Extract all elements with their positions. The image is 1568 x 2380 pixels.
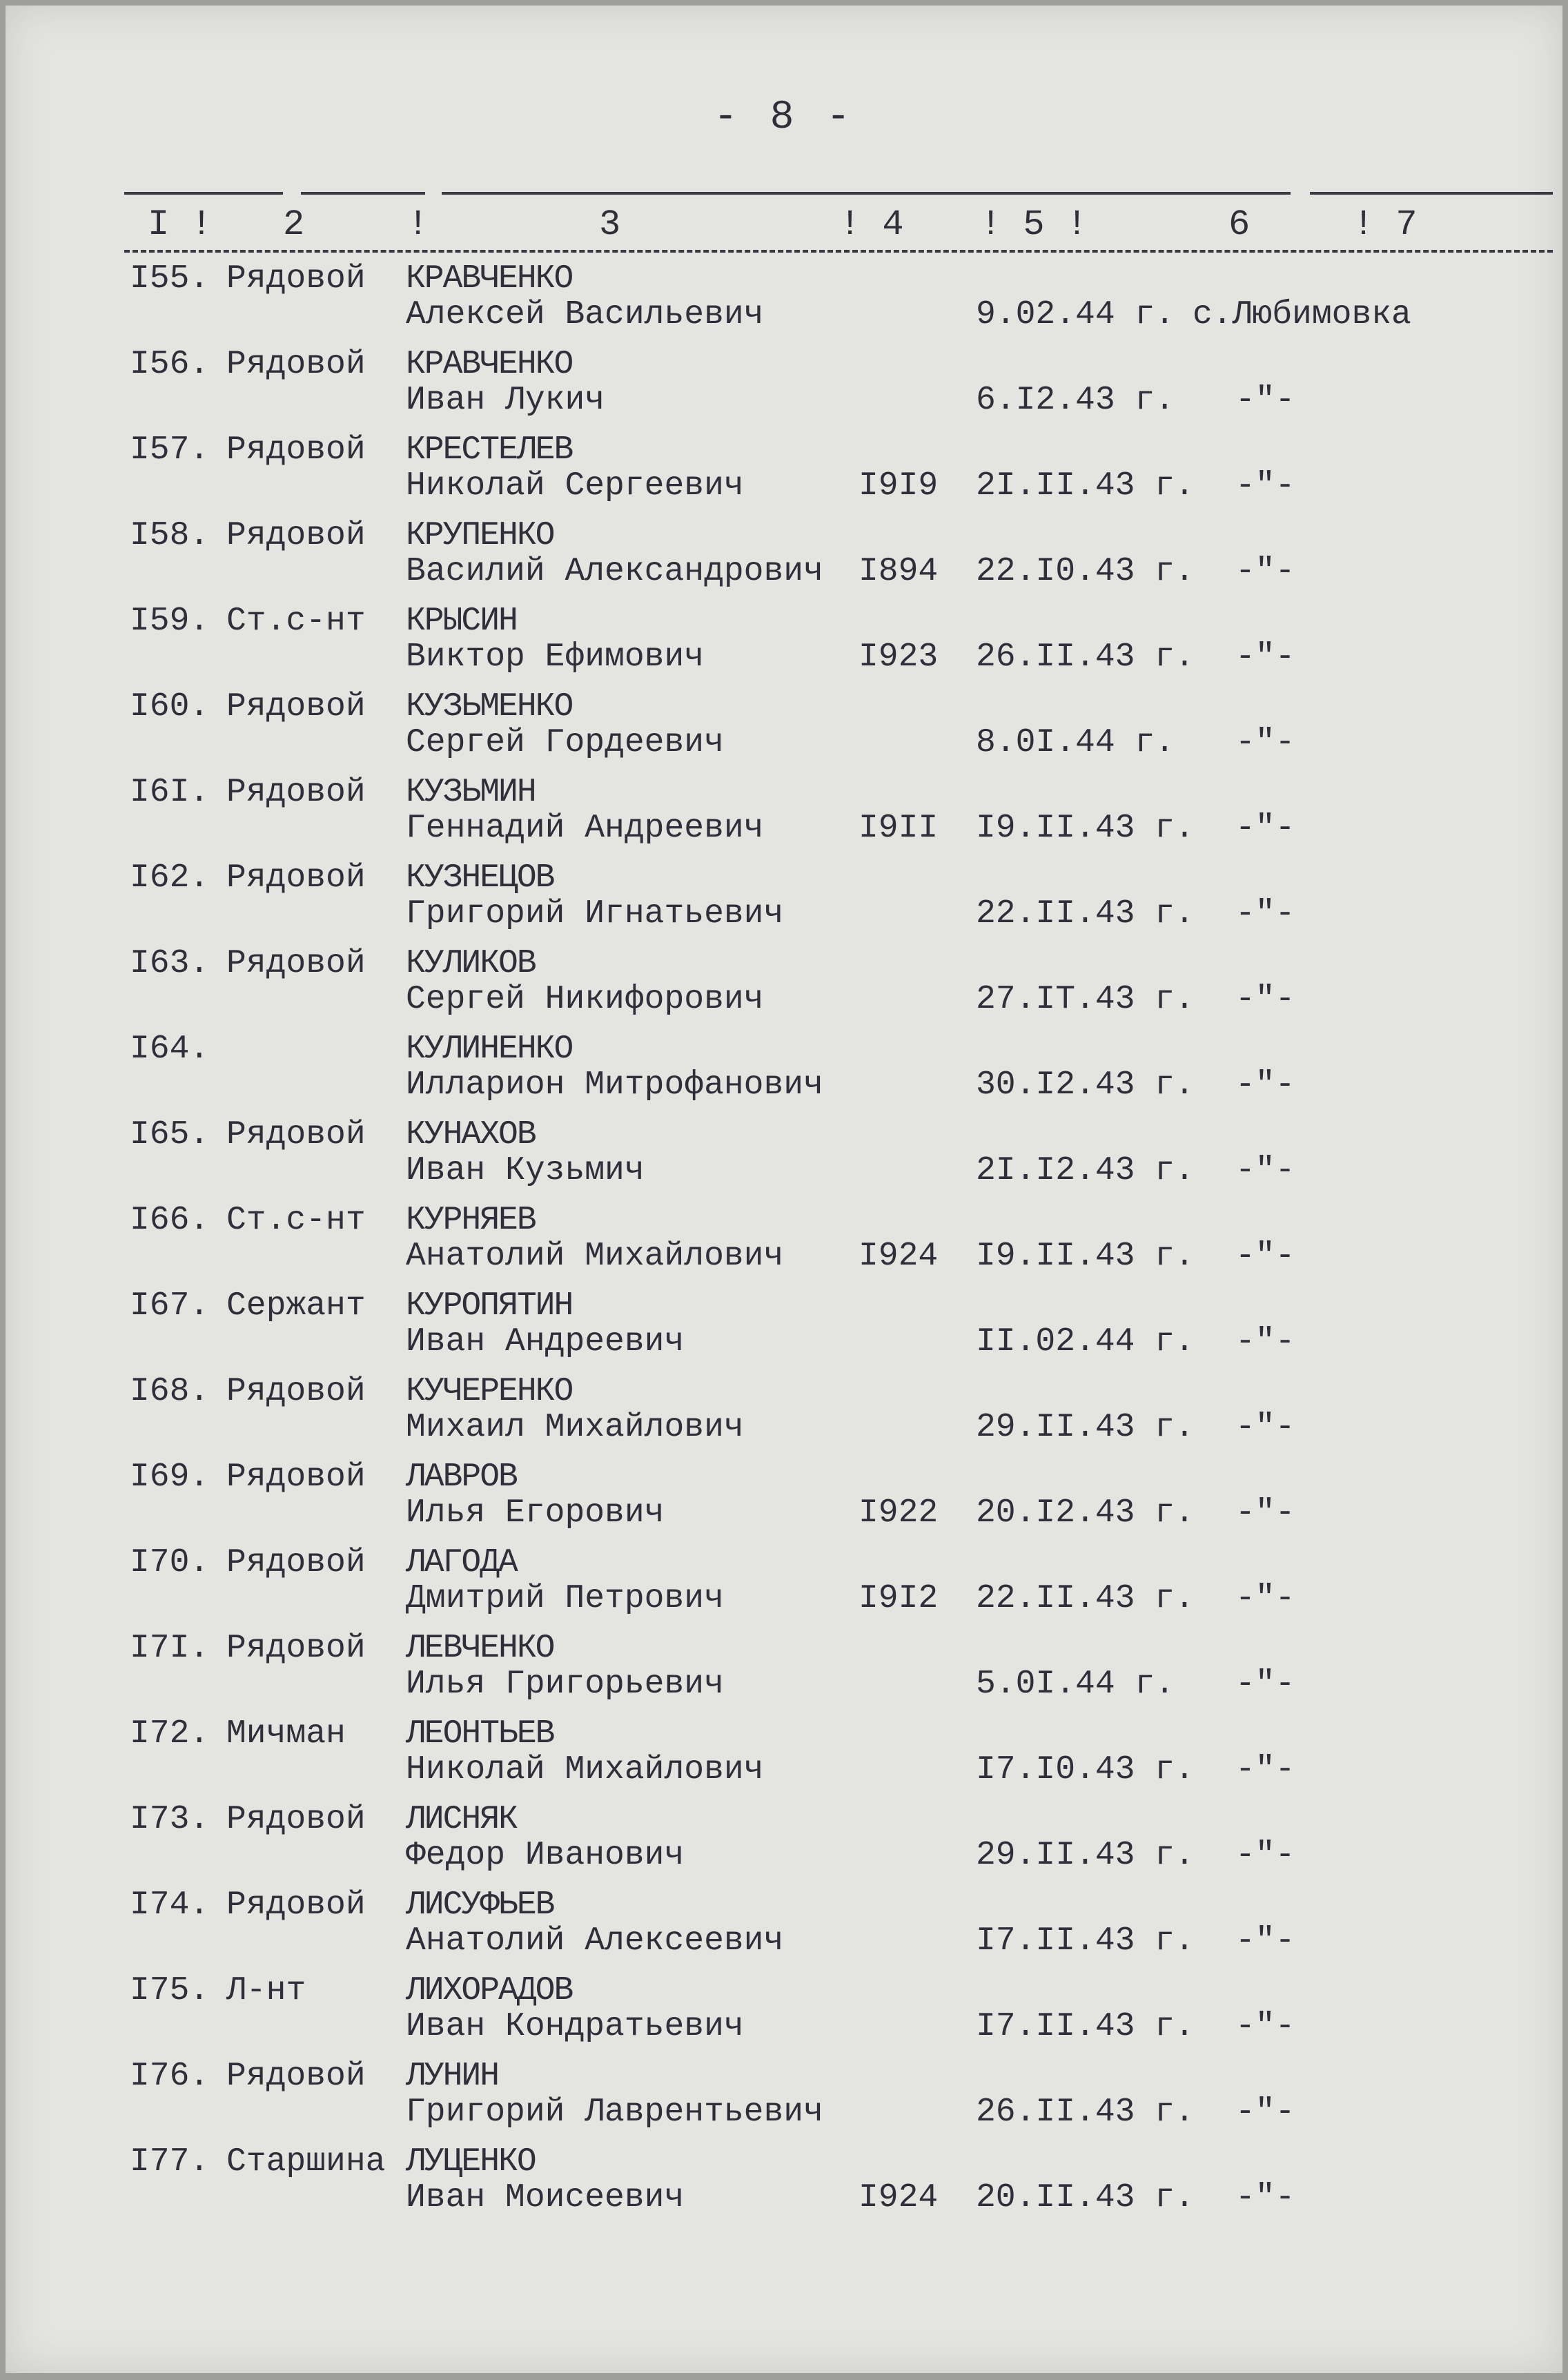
record-date: 5.0I.44 г. [976,1666,1175,1703]
col-header-5: ! 5 ! [980,204,1088,245]
record-date: 26.II.43 г. [976,638,1195,676]
record-place: -"- [1235,2094,1295,2131]
record-date: II.02.44 г. [976,1323,1195,1360]
col-header-6: 6 [1228,204,1251,245]
record-date: 20.I2.43 г. [976,1494,1195,1532]
record-given-name: Николай Сергеевич [406,467,744,505]
col-header-2: 2 [283,204,305,245]
record-date: I7.I0.43 г. [976,1751,1195,1788]
record-surname: КРУПЕНКО [406,517,554,554]
header-top-rule [301,192,425,195]
record-number: I73. [130,1801,210,1838]
record-place: -"- [1235,895,1295,933]
record-rank: Рядовой [226,1373,366,1410]
col-header-sep: ! [407,204,429,245]
record-place: -"- [1235,1238,1295,1275]
record-given-name: Григорий Игнатьевич [406,895,784,933]
record-rank: Рядовой [226,346,366,383]
record-number: I69. [130,1459,210,1496]
record-number: I75. [130,1972,210,2009]
table-row [0,1459,1568,1545]
record-number: I67. [130,1287,210,1325]
record-rank: Рядовой [226,688,366,725]
record-rank: Л-нт [226,1972,306,2009]
table-row [0,2144,1568,2230]
record-date: 9.02.44 г. [976,296,1175,333]
record-date: 6.I2.43 г. [976,382,1175,419]
record-given-name: Сергей Гордеевич [406,724,724,761]
record-date: 30.I2.43 г. [976,1066,1195,1104]
record-rank: Ст.с-нт [226,1202,366,1239]
record-rank: Рядовой [226,1544,366,1581]
record-surname: КУЗНЕЦОВ [406,859,554,897]
record-given-name: Григорий Лаврентьевич [406,2094,823,2131]
record-birth-year: I894 [859,553,939,590]
record-surname: ЛАГОДА [406,1544,517,1581]
record-rank: Рядовой [226,1630,366,1667]
record-surname: КРЕСТЕЛЕВ [406,431,573,469]
record-date: 2I.I2.43 г. [976,1152,1195,1189]
record-rank: Рядовой [226,1459,366,1496]
record-place: -"- [1235,1751,1295,1788]
record-date: I7.II.43 г. [976,2008,1195,2045]
table-row [0,1802,1568,1887]
record-rank: Рядовой [226,945,366,982]
record-place: -"- [1235,1666,1295,1703]
record-date: 8.0I.44 г. [976,724,1175,761]
record-place: с.Любимовка [1193,296,1411,333]
record-given-name: Иван Андреевич [406,1323,685,1360]
record-birth-year: I923 [859,638,939,676]
table-row [0,1545,1568,1630]
table-row [0,689,1568,774]
table-row [0,603,1568,689]
page-number: - 8 - [713,95,855,140]
record-surname: ЛУЦЕНКО [406,2143,536,2181]
record-date: I9.II.43 г. [976,810,1195,847]
table-row [0,518,1568,603]
record-given-name: Илья Григорьевич [406,1666,724,1703]
record-rank: Рядовой [226,859,366,897]
record-number: I63. [130,945,210,982]
record-given-name: Дмитрий Петрович [406,1580,724,1617]
record-number: I56. [130,346,210,383]
table-row [0,261,1568,347]
record-surname: КРАВЧЕНКО [406,260,573,298]
record-given-name: Алексей Васильевич [406,296,764,333]
record-rank: Мичман [226,1715,346,1753]
record-number: I68. [130,1373,210,1410]
record-place: -"- [1235,724,1295,761]
record-date: 27.IT.43 г. [976,981,1195,1018]
record-surname: ЛАВРОВ [406,1459,517,1496]
record-rank: Старшина [226,2143,386,2181]
record-surname: ЛЕОНТЬЕВ [406,1715,554,1753]
table-row [0,1117,1568,1202]
record-date: 29.II.43 г. [976,1837,1195,1874]
record-number: I59. [130,603,210,640]
record-rank: Рядовой [226,1886,366,1924]
header-top-rule [1310,192,1553,195]
record-surname: КРЫСИН [406,603,517,640]
record-surname: КУЛИНЕНКО [406,1031,573,1068]
record-surname: КУЗЬМЕНКО [406,688,573,725]
record-number: I65. [130,1116,210,1153]
table-row [0,1031,1568,1117]
record-number: I55. [130,260,210,298]
record-number: I72. [130,1715,210,1753]
record-rank: Рядовой [226,1801,366,1838]
record-surname: КУНАХОВ [406,1116,536,1153]
record-place: -"- [1235,1152,1295,1189]
record-given-name: Иван Моисеевич [406,2179,685,2216]
header-top-rule [442,192,1291,195]
table-row [0,860,1568,946]
record-date: 20.II.43 г. [976,2179,1195,2216]
record-place: -"- [1235,2008,1295,2045]
record-number: I6I. [130,774,210,811]
table-row [0,1630,1568,1716]
record-place: -"- [1235,1922,1295,1960]
record-given-name: Илларион Митрофанович [406,1066,823,1104]
record-given-name: Иван Лукич [406,382,605,419]
table-row [0,1288,1568,1374]
record-number: I60. [130,688,210,725]
table-row [0,2058,1568,2144]
record-place: -"- [1235,1323,1295,1360]
record-given-name: Виктор Ефимович [406,638,705,676]
record-number: I74. [130,1886,210,1924]
record-rank: Рядовой [226,260,366,298]
record-given-name: Василий Александрович [406,553,823,590]
record-surname: КУРОПЯТИН [406,1287,573,1325]
record-given-name: Николай Михайлович [406,1751,764,1788]
header-top-rule [124,192,283,195]
col-header-3: 3 [599,204,621,245]
record-place: -"- [1235,1837,1295,1874]
table-row [0,1374,1568,1459]
record-birth-year: I924 [859,2179,939,2216]
record-place: -"- [1235,1494,1295,1532]
record-date: 29.II.43 г. [976,1409,1195,1446]
record-given-name: Анатолий Михайлович [406,1238,784,1275]
record-given-name: Михаил Михайлович [406,1409,744,1446]
record-given-name: Илья Егорович [406,1494,665,1532]
record-birth-year: I9II [859,810,939,847]
record-number: I7I. [130,1630,210,1667]
record-date: 22.II.43 г. [976,895,1195,933]
record-surname: КУЗЬМИН [406,774,536,811]
record-date: 26.II.43 г. [976,2094,1195,2131]
record-date: 2I.II.43 г. [976,467,1195,505]
record-given-name: Федор Иванович [406,1837,685,1874]
record-number: I62. [130,859,210,897]
record-place: -"- [1235,467,1295,505]
col-header-1: I ! [148,204,213,245]
record-date: I7.II.43 г. [976,1922,1195,1960]
record-number: I64. [130,1031,210,1068]
record-place: -"- [1235,1580,1295,1617]
record-given-name: Геннадий Андреевич [406,810,764,847]
table-row [0,1716,1568,1802]
record-date: 22.II.43 г. [976,1580,1195,1617]
record-surname: ЛИСНЯК [406,1801,517,1838]
record-surname: ЛИХОРАДОВ [406,1972,573,2009]
record-birth-year: I924 [859,1238,939,1275]
record-surname: КУРНЯЕВ [406,1202,536,1239]
table-row [0,1973,1568,2058]
table-row [0,1202,1568,1288]
record-rank: Ст.с-нт [226,603,366,640]
record-given-name: Иван Кондратьевич [406,2008,744,2045]
record-given-name: Анатолий Алексеевич [406,1922,784,1960]
col-header-7: ! 7 [1353,204,1418,245]
table-row [0,774,1568,860]
record-rank: Рядовой [226,431,366,469]
record-place: -"- [1235,1409,1295,1446]
record-surname: ЛЕВЧЕНКО [406,1630,554,1667]
record-birth-year: I9I9 [859,467,939,505]
record-number: I66. [130,1202,210,1239]
record-given-name: Иван Кузьмич [406,1152,645,1189]
record-place: -"- [1235,2179,1295,2216]
record-date: 22.I0.43 г. [976,553,1195,590]
record-number: I70. [130,1544,210,1581]
record-place: -"- [1235,553,1295,590]
record-place: -"- [1235,1066,1295,1104]
record-given-name: Сергей Никифорович [406,981,764,1018]
record-birth-year: I9I2 [859,1580,939,1617]
record-surname: ЛИСУФЬЕВ [406,1886,554,1924]
table-row [0,946,1568,1031]
record-surname: КУЧЕРЕНКО [406,1373,573,1410]
record-date: I9.II.43 г. [976,1238,1195,1275]
table-row [0,432,1568,518]
record-place: -"- [1235,981,1295,1018]
record-surname: КУЛИКОВ [406,945,536,982]
record-rank: Рядовой [226,1116,366,1153]
record-number: I76. [130,2058,210,2095]
record-place: -"- [1235,638,1295,676]
table-row [0,1887,1568,1973]
record-number: I57. [130,431,210,469]
col-header-4: ! 4 [839,204,904,245]
record-number: I58. [130,517,210,554]
record-rank: Сержант [226,1287,366,1325]
record-birth-year: I922 [859,1494,939,1532]
record-place: -"- [1235,810,1295,847]
header-bottom-rule [124,250,1553,253]
record-rank: Рядовой [226,774,366,811]
record-number: I77. [130,2143,210,2181]
record-rank: Рядовой [226,517,366,554]
table-row [0,347,1568,432]
record-rank: Рядовой [226,2058,366,2095]
record-surname: ЛУНИН [406,2058,499,2095]
record-surname: КРАВЧЕНКО [406,346,573,383]
record-place: -"- [1235,382,1295,419]
